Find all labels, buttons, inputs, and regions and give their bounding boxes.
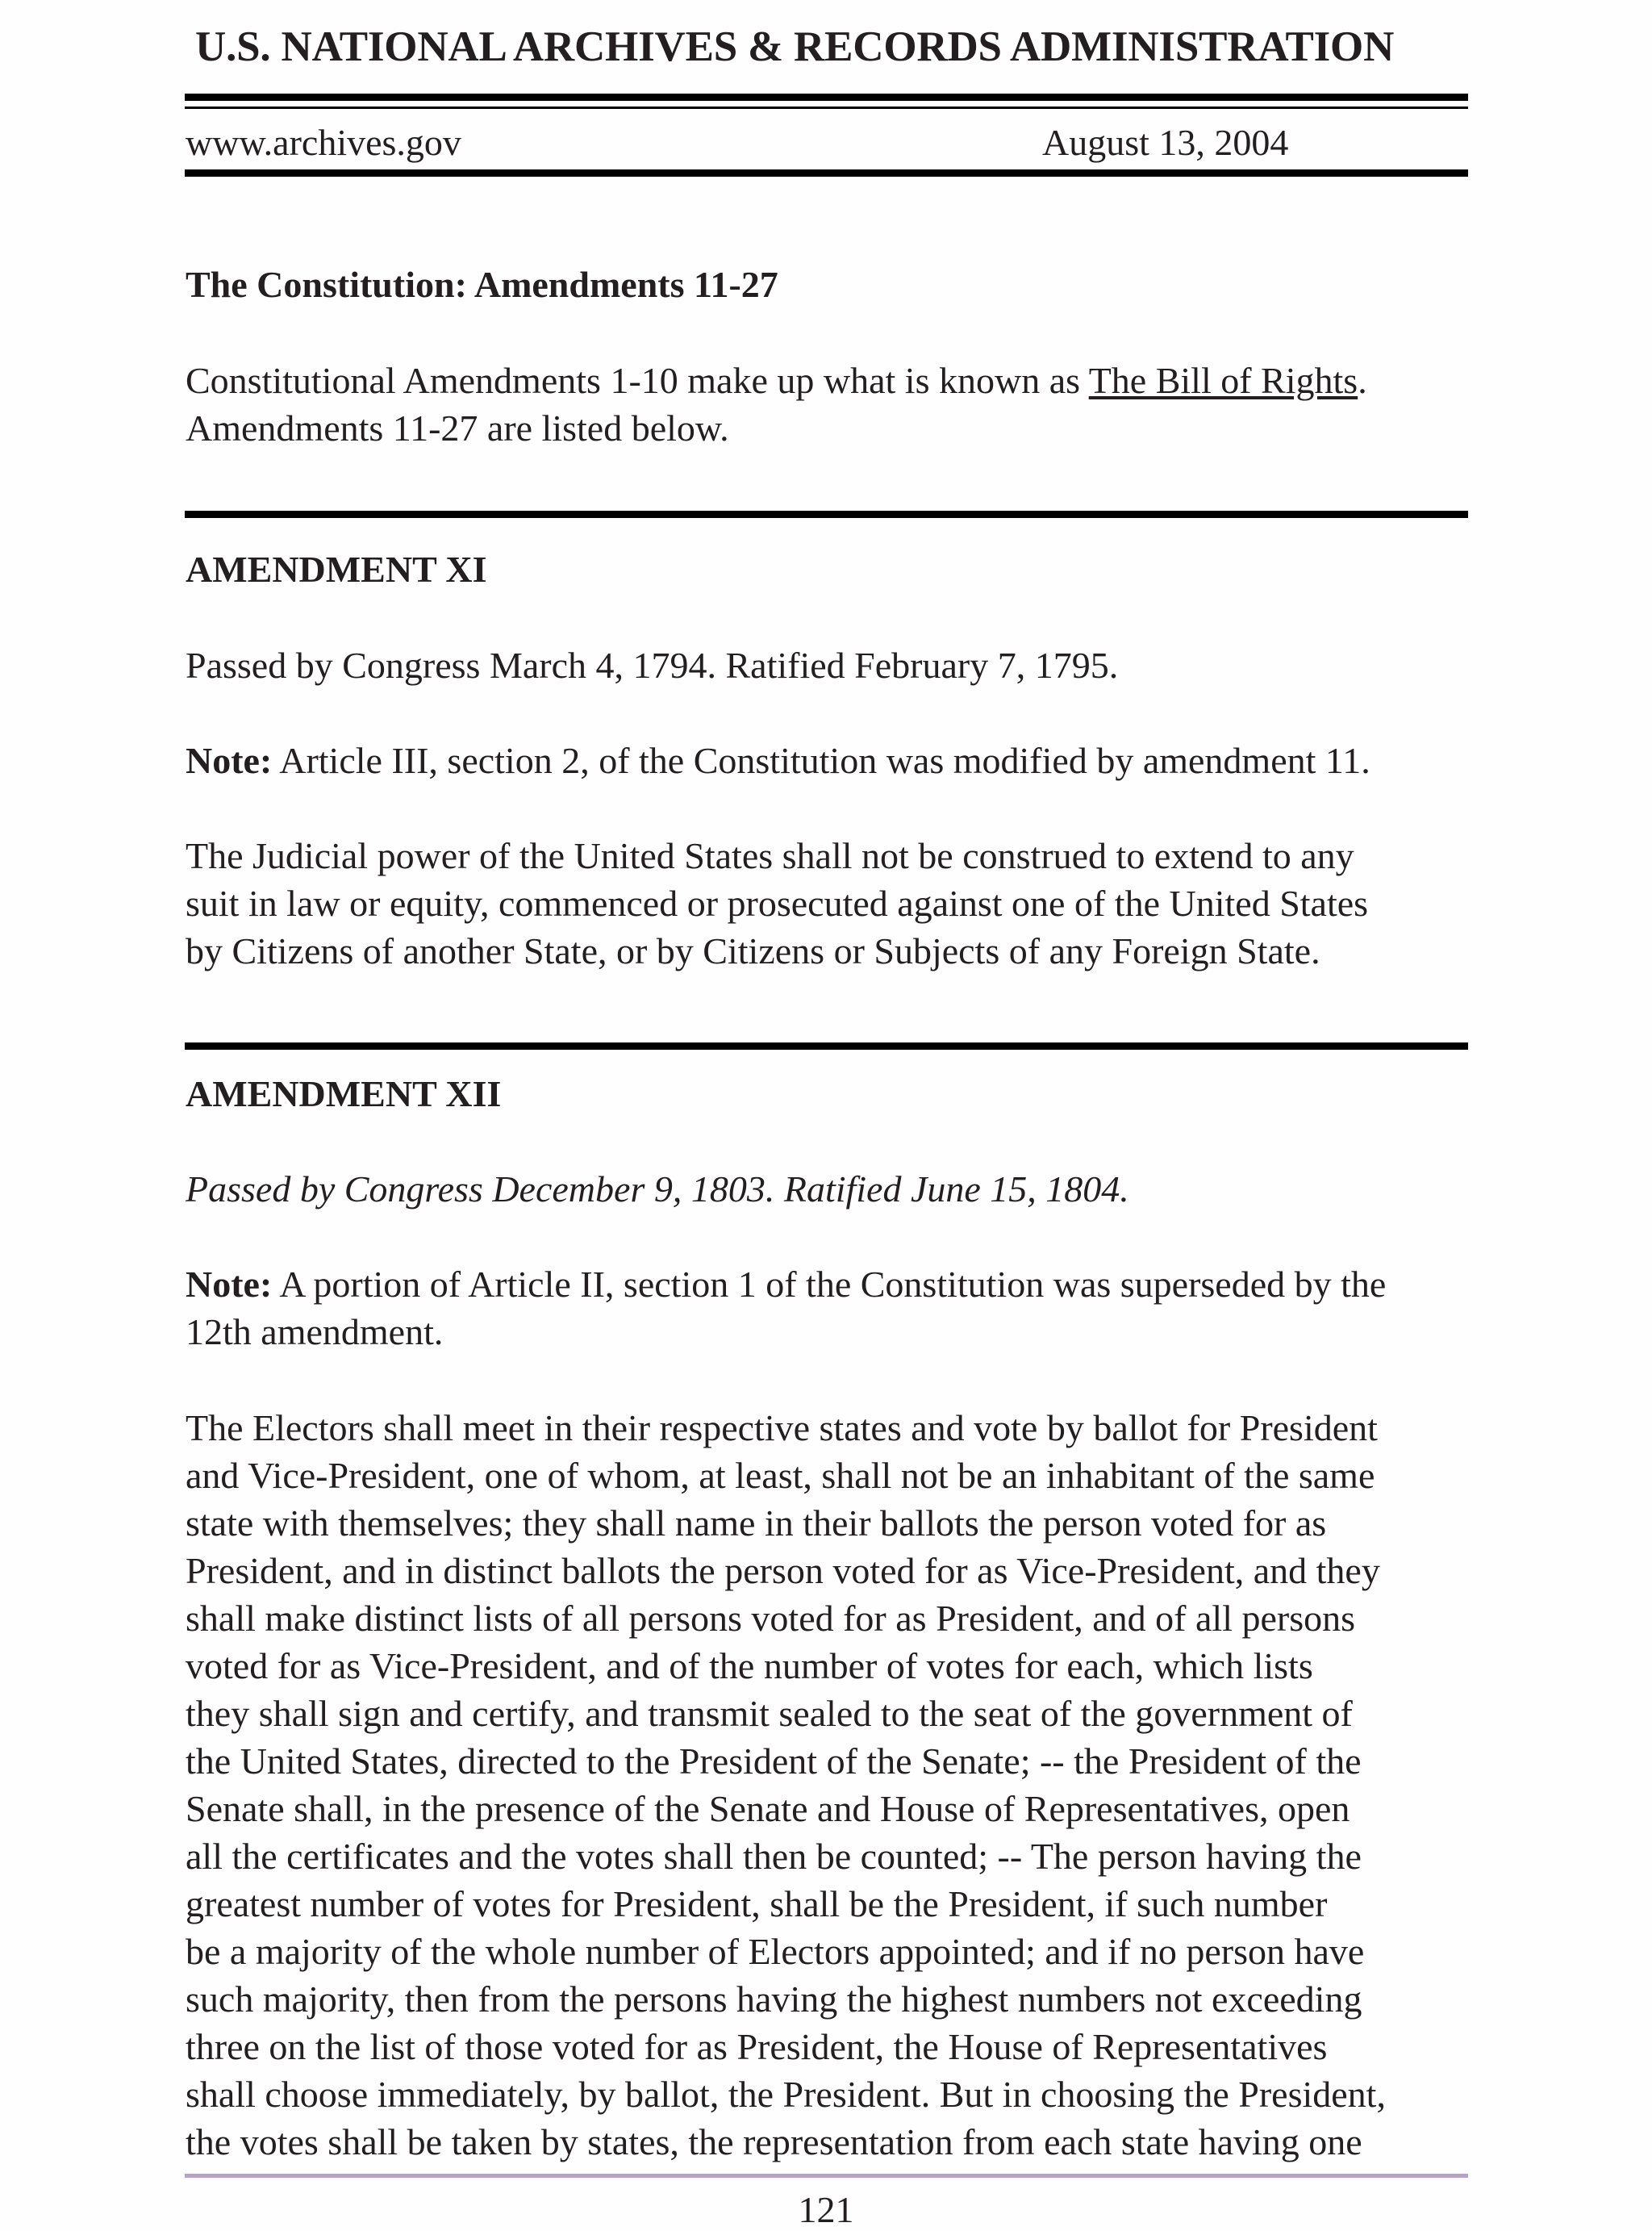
- header-rule-bottom: [185, 169, 1468, 177]
- amendment-passed-date: Passed by Congress December 9, 1803. Ratified June 15, 1804.: [186, 1168, 1129, 1210]
- body-line: the United States, directed to the President of the Senate; -- the President of the: [186, 1740, 1362, 1782]
- body-line: all the certificates and the votes shall then be counted; -- The person having the: [186, 1836, 1362, 1877]
- organization-header: U.S. NATIONAL ARCHIVES & RECORDS ADMINISTRATION: [195, 23, 1395, 70]
- body-line: three on the list of those voted for as President, the House of Representatives: [186, 2026, 1328, 2067]
- body-line: The Electors shall meet in their respective states and vote by ballot for President: [186, 1407, 1378, 1448]
- body-line: state with themselves; they shall name in their ballots the person voted for as: [186, 1502, 1327, 1544]
- amendment-passed-date: Passed by Congress March 4, 1794. Ratified February 7, 1795.: [186, 645, 1119, 686]
- amendment-body: [186, 1404, 1476, 2166]
- header-rule-thick: [185, 94, 1468, 101]
- body-line: shall choose immediately, by ballot, the President. But in choosing the President,: [186, 2074, 1386, 2115]
- page-number: 121: [798, 2189, 854, 2230]
- amendment-heading: AMENDMENT XI: [186, 549, 487, 590]
- note-text: Article III, section 2, of the Constitution was modified by amendment 11.: [272, 740, 1370, 781]
- body-line: the votes shall be taken by states, the representation from each state having one: [186, 2121, 1362, 2162]
- intro-period: .: [1358, 360, 1367, 401]
- body-line: and Vice-President, one of whom, at least, shall not be an inhabitant of the same: [186, 1455, 1375, 1496]
- section-divider: [185, 511, 1468, 518]
- intro-line-2: Amendments 11-27 are listed below.: [186, 407, 729, 449]
- note-label: Note:: [186, 1264, 273, 1305]
- body-line: be a majority of the whole number of Electors appointed; and if no person have: [186, 1931, 1365, 1972]
- website-url[interactable]: www.archives.gov: [186, 122, 461, 163]
- body-line: suit in law or equity, commenced or prosecuted against one of the United States: [186, 883, 1369, 924]
- body-line: President, and in distinct ballots the person voted for as Vice-President, and they: [186, 1550, 1380, 1591]
- header-rule-thin: [185, 107, 1468, 109]
- section-divider: [185, 1042, 1468, 1050]
- amendment-note: [186, 1260, 1476, 1356]
- body-line: by Citizens of another State, or by Citizens or Subjects of any Foreign State.: [186, 930, 1320, 971]
- body-line: The Judicial power of the United States shall not be construed to extend to any: [186, 835, 1354, 876]
- note-text: A portion of Article II, section 1 of the Constitution was superseded by the: [272, 1264, 1387, 1305]
- publication-date: August 13, 2004: [1042, 122, 1289, 163]
- amendment-heading: AMENDMENT XII: [186, 1073, 502, 1114]
- body-line: such majority, then from the persons having the highest numbers not exceeding: [186, 1978, 1362, 2020]
- document-title: The Constitution: Amendments 11-27: [186, 264, 778, 305]
- body-line: voted for as Vice-President, and of the number of votes for each, which lists: [186, 1645, 1313, 1686]
- amendment-note: [186, 737, 1476, 784]
- intro-text: Constitutional Amendments 1-10 make up what is known as: [186, 360, 1089, 401]
- body-line: Senate shall, in the presence of the Senate and House of Representatives, open: [186, 1788, 1350, 1829]
- bill-of-rights-link[interactable]: The Bill of Rights: [1088, 360, 1358, 401]
- note-label: Note:: [186, 740, 273, 781]
- amendment-body: [186, 832, 1476, 975]
- body-line: shall make distinct lists of all persons voted for as President, and of all persons: [186, 1598, 1356, 1639]
- intro-paragraph: [186, 357, 1476, 452]
- body-line: they shall sign and certify, and transmit sealed to the seat of the government of: [186, 1693, 1353, 1734]
- note-text: 12th amendment.: [186, 1311, 444, 1352]
- body-line: greatest number of votes for President, shall be the President, if such number: [186, 1883, 1328, 1924]
- footer-rule: [185, 2174, 1468, 2178]
